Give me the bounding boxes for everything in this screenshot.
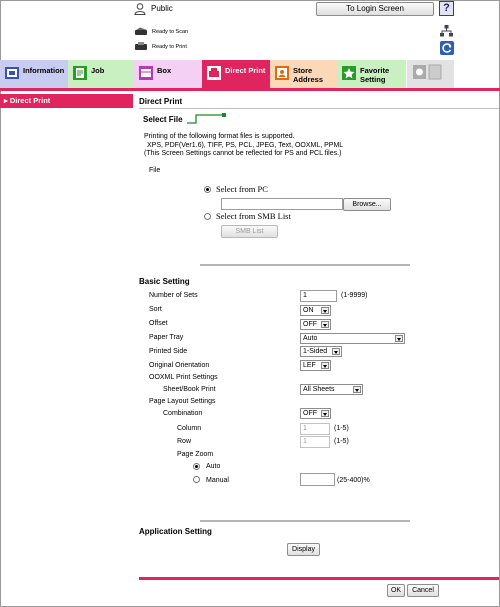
number-of-sets-input[interactable]: 1 <box>300 290 337 302</box>
main-tabs <box>0 60 500 91</box>
select-file-title: Select File <box>143 115 183 124</box>
tab-favorite-setting-label: Favorite Setting <box>360 66 390 84</box>
supported-formats-text: Printing of the following format files is supported. XPS, PDF(Ver1.6), TIFF, PS, PCL, JPEG, Text, OOXML, PPML (This Screen Settings cannot be reflected for PS and PCL files.) <box>144 133 344 157</box>
combination-label: Combination <box>163 410 203 417</box>
store-address-icon <box>274 66 290 80</box>
favorite-setting-icon <box>341 66 357 80</box>
print-status-text: Ready to Print <box>152 43 187 50</box>
user-label: Public <box>151 4 173 13</box>
tab-job[interactable] <box>68 60 134 88</box>
row-input[interactable]: 1 <box>300 436 330 448</box>
chevron-down-icon <box>321 410 329 417</box>
title-divider <box>139 108 499 109</box>
tab-favorite-setting[interactable] <box>337 60 406 88</box>
tab-customize[interactable] <box>407 60 454 88</box>
file-label: File <box>149 167 161 174</box>
sidebar-item-direct-print[interactable]: ▸ Direct Print <box>0 94 133 107</box>
box-icon <box>138 66 154 80</box>
printed-side-select[interactable]: 1-Sided <box>300 346 342 357</box>
print-status <box>134 42 187 51</box>
paper-tray-label: Paper Tray <box>149 334 184 341</box>
printed-side-label: Printed Side <box>149 348 188 355</box>
application-setting-title: Application Setting <box>139 527 212 536</box>
tab-store-address[interactable] <box>270 60 337 88</box>
row-hint: (1-5) <box>334 438 349 445</box>
offset-label: Offset <box>149 320 168 327</box>
section-divider-2 <box>200 520 410 522</box>
refresh-icon[interactable] <box>440 41 454 55</box>
zoom-manual-label: Manual <box>206 477 229 484</box>
ooxml-print-settings-label: OOXML Print Settings <box>149 374 218 381</box>
page-zoom-label: Page Zoom <box>177 451 214 458</box>
smb-list-button[interactable]: SMB List <box>221 225 278 238</box>
select-from-smb-radio[interactable] <box>204 213 211 220</box>
combination-select[interactable]: OFF <box>300 408 331 419</box>
customize-icon <box>411 63 443 81</box>
tab-box-label: Box <box>157 66 172 75</box>
chevron-down-icon <box>332 348 340 355</box>
display-button[interactable]: Display <box>287 543 320 556</box>
footer-divider <box>139 577 499 580</box>
column-hint: (1-5) <box>334 425 349 432</box>
information-icon <box>4 66 20 80</box>
select-from-pc-radio[interactable] <box>204 186 211 193</box>
zoom-auto-radio[interactable] <box>193 463 200 470</box>
chevron-down-icon <box>395 335 403 342</box>
zoom-manual-radio[interactable] <box>193 476 200 483</box>
file-path-input[interactable] <box>221 198 343 210</box>
select-from-pc-label: Select from PC <box>216 184 268 194</box>
login-button[interactable]: To Login Screen <box>316 2 434 16</box>
sheet-book-print-label: Sheet/Book Print <box>163 386 216 393</box>
tab-direct-print[interactable] <box>202 60 270 88</box>
chevron-down-icon <box>321 321 329 328</box>
zoom-auto-label: Auto <box>206 463 221 470</box>
tab-information-label: Information <box>23 66 65 75</box>
paper-tray-select[interactable]: Auto <box>300 333 405 344</box>
cancel-button[interactable]: Cancel <box>407 584 439 597</box>
tab-box[interactable] <box>134 60 202 88</box>
job-icon <box>72 66 88 80</box>
zoom-hint: (25-400)% <box>337 477 370 484</box>
sort-select[interactable]: ON <box>300 305 331 316</box>
column-label: Column <box>177 425 202 432</box>
original-orientation-label: Original Orientation <box>149 362 210 369</box>
basic-setting-title: Basic Setting <box>139 277 190 286</box>
original-orientation-select[interactable]: LEF <box>300 360 331 371</box>
tab-job-label: Job <box>91 66 105 75</box>
number-of-sets-label: Number of Sets <box>149 292 198 299</box>
network-icon[interactable] <box>440 25 453 37</box>
number-of-sets-hint: (1-9999) <box>341 292 368 299</box>
section-divider-1 <box>200 264 410 266</box>
tab-store-address-label: Store Address <box>293 66 324 84</box>
sidebar-underline <box>0 107 133 108</box>
zoom-manual-input[interactable] <box>300 473 335 486</box>
printer-icon <box>134 42 148 51</box>
select-from-smb-label: Select from SMB List <box>216 211 291 221</box>
tab-information[interactable] <box>0 60 68 88</box>
scanner-icon <box>134 27 148 36</box>
user-icon <box>134 3 146 15</box>
direct-print-icon <box>206 66 222 80</box>
offset-select[interactable]: OFF <box>300 319 331 330</box>
page-title: Direct Print <box>139 97 183 106</box>
scan-status-text: Ready to Scan <box>152 28 189 35</box>
help-button[interactable]: ? <box>439 1 454 16</box>
select-file-deco-icon <box>186 112 228 124</box>
sheet-book-print-select[interactable]: All Sheets <box>300 384 363 395</box>
row-label: Row <box>177 438 192 445</box>
tab-direct-print-label: Direct Print <box>225 66 266 75</box>
chevron-down-icon <box>321 307 329 314</box>
browse-button[interactable]: Browse... <box>343 198 391 211</box>
chevron-down-icon <box>353 386 361 393</box>
chevron-down-icon <box>321 362 329 369</box>
column-input[interactable]: 1 <box>300 423 330 435</box>
scan-status <box>134 27 188 36</box>
ok-button[interactable]: OK <box>387 584 405 597</box>
sort-label: Sort <box>149 306 162 313</box>
page-layout-settings-label: Page Layout Settings <box>149 398 216 405</box>
